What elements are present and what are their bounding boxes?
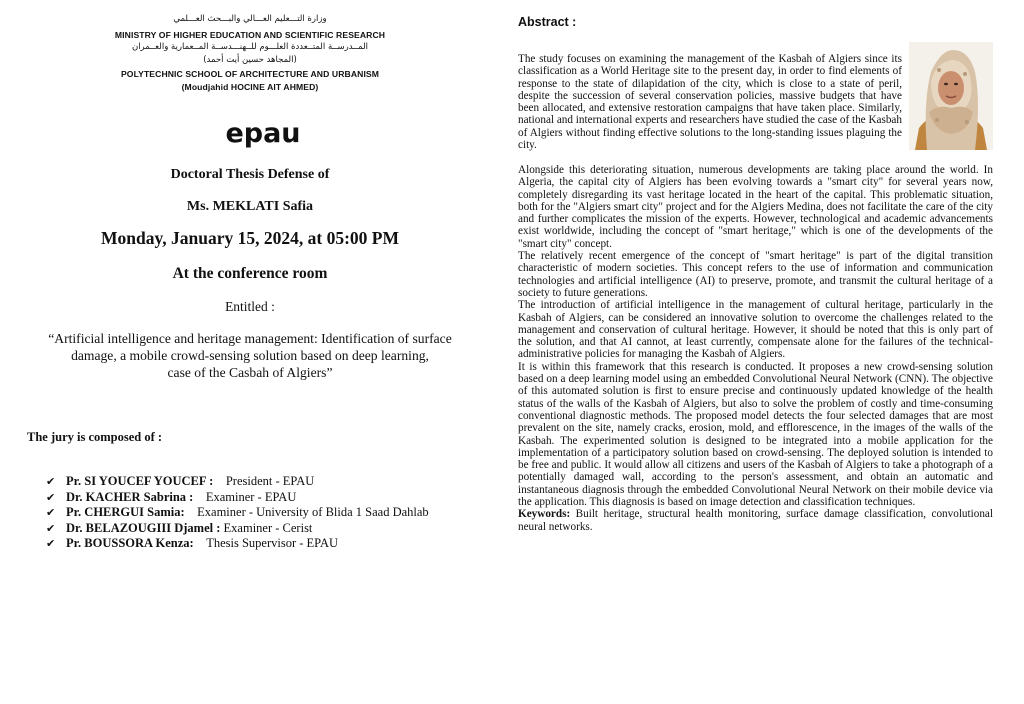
abstract-paragraph: The study focuses on examining the management of the Kasbah of Algiers since its classification as a World Heritage site to the present day, in order to find elements of response to the state of dilapidation of the city, which is close to a state of peril, despite the succession of several conservation policies, massive budgets that have been allocated, and extensive restoration campaigns that have taken place. Similarly, national and international experts and researchers have studied the case of the Kasbah of Algiers without finding effective solutions to the long-standing issues plaguing the city. <box>518 53 902 152</box>
checkmark-icon: ✔ <box>46 521 56 535</box>
school-english: POLYTECHNIC SCHOOL OF ARCHITECTURE AND URBANISM <box>120 69 380 79</box>
abstract-paragraph: Alongside this deteriorating situation, numerous developments are taking place around the world. In Algeria, the capital city of Algiers has been evolving towards a "smart city" for several years now, completely disregarding its vast heritage located in the heart of the capital. This problematic situation, both for the "Algiers smart city" project and for the Algiers Medina, does not facilitate the care of the city and further complicates the mission of the experts. However, technological and academic advancements exist worldwide, including the concept of "smart heritage," which is one of the developments of the "smart city" concept. <box>518 164 993 250</box>
announcement-panel <box>0 0 506 704</box>
jury-member <box>46 490 429 506</box>
thesis-title-line: “Artificial intelligence and heritage management: Identification of surface <box>48 331 452 346</box>
checkmark-icon: ✔ <box>46 490 56 504</box>
ministry-arabic: وزارة التـــعليم العـــالي والبـــحث العـــلمي <box>173 14 327 24</box>
jury-member-role: Examiner - EPAU <box>205 489 297 504</box>
thesis-title-line: case of the Casbah of Algiers” <box>167 364 333 380</box>
abstract-intro <box>518 53 902 151</box>
portrait-photo <box>909 42 993 150</box>
jury-member-role: President - EPAU <box>225 474 315 488</box>
moudjahid-english: (Moudjahid HOCINE AIT AHMED) <box>181 82 319 92</box>
thesis-title-line: damage, a mobile crowd-sensing solution based on deep learning, <box>71 347 429 363</box>
portrait-image <box>909 42 993 150</box>
jury-member <box>46 474 429 490</box>
abstract-paragraph: It is within this framework that this research is conducted. It proposes a new crowd-sensing solution based on a deep learning model using an embedded Convolutional Neural Network (CNN). The objective of this automated solution is first to ensure precise and continuously updated knowledge of the health status of the walls of the Kasbah of Algiers, but also to solve the problem of costly and time-consuming conventional diagnostic methods. The proposed model detects the four selected damages that are most prevalent on the site, namely cracks, erosion, mold, and efflorescence, in the images of the walls of the Kasbah. The experimented solution is designed to be integrated into a mobile application for the implementation of a participatory solution based on crowd-sensing. The deployed solution is intended to be free and public. It would allow all citizens and users of the Kasbah of Algiers to take a photograph of a potentially damaged wall, according to the person's assessment, and obtain an automatic and instantaneous diagnosis through the embedded Convolutional Neural Network on their mobile device via the application. This diagnosis is based on image detection and classification techniques. <box>518 360 993 509</box>
checkmark-icon: ✔ <box>46 537 56 551</box>
candidate-name: Ms. MEKLATI Safia <box>186 199 314 214</box>
defense-datetime: Monday, January 15, 2024, at 05:00 PM <box>101 228 399 248</box>
keywords <box>518 508 993 533</box>
jury-member <box>46 521 429 537</box>
jury-member <box>46 536 429 552</box>
school-arabic: المــدرســة المتــعددة العلـــوم للــهنـــدســة المــعمارية والعــمران <box>131 42 369 52</box>
abstract-paragraph: The relatively recent emergence of the concept of "smart heritage" is part of the digital transition characteristic of modern societies. This concept refers to the use of information and communication technologies and artificial intelligence (AI) to preserve, promote, and transmit the cultural heritage of a society to future generations. <box>518 250 993 299</box>
abstract-title: Abstract : <box>518 15 577 29</box>
abstract-panel <box>506 0 1024 704</box>
jury-member-role: Thesis Supervisor - EPAU <box>206 536 339 551</box>
jury-member-name: Dr. BELAZOUGIII Djamel : <box>66 520 221 535</box>
checkmark-icon: ✔ <box>46 475 56 488</box>
event-title: Doctoral Thesis Defense of <box>170 167 330 182</box>
abstract-paragraph: The introduction of artificial intelligence in the management of cultural heritage, particularly in the Kasbah of Algiers, can be considered an innovative solution to overcome the challenges related to the management and conservation of cultural heritage. However, it should be noted that this is only part of the solution, and that AI cannot, at least currently, compensate alone for the failures of the technical-administrative policies for managing the Kasbah of Algiers. <box>518 299 993 361</box>
jury-member <box>46 505 429 521</box>
jury-member-role: Examiner - University of Blida 1 Saad Dahlab <box>197 505 429 520</box>
epau-logo <box>220 118 306 148</box>
jury-member-name: Pr. BOUSSORA Kenza: <box>66 536 194 551</box>
keywords-text: Built heritage, structural health monitoring, surface damage classification, convolutional neural networks. <box>518 508 993 533</box>
entitled-label: Entitled : <box>225 299 275 314</box>
defense-location: At the conference room <box>172 265 328 282</box>
jury-title: The jury is composed of : <box>27 430 163 444</box>
moudjahid-arabic: (المجاهد حسين أيت أحمد) <box>203 55 297 65</box>
jury-member-name: Pr. SI YOUCEF YOUCEF : <box>66 474 214 488</box>
keywords-label: Keywords: <box>518 508 571 521</box>
thesis-title <box>0 331 500 381</box>
jury-list <box>46 474 429 552</box>
logo-text: epau <box>225 118 301 148</box>
abstract-body <box>518 164 993 533</box>
jury-member-role: Examiner - Cerist <box>223 520 313 535</box>
jury-member-name: Dr. KACHER Sabrina : <box>66 489 194 504</box>
ministry-english: MINISTRY OF HIGHER EDUCATION AND SCIENTIFIC RESEARCH <box>114 30 386 40</box>
checkmark-icon: ✔ <box>46 506 56 520</box>
jury-member-name: Pr. CHERGUI Samia: <box>66 505 185 520</box>
